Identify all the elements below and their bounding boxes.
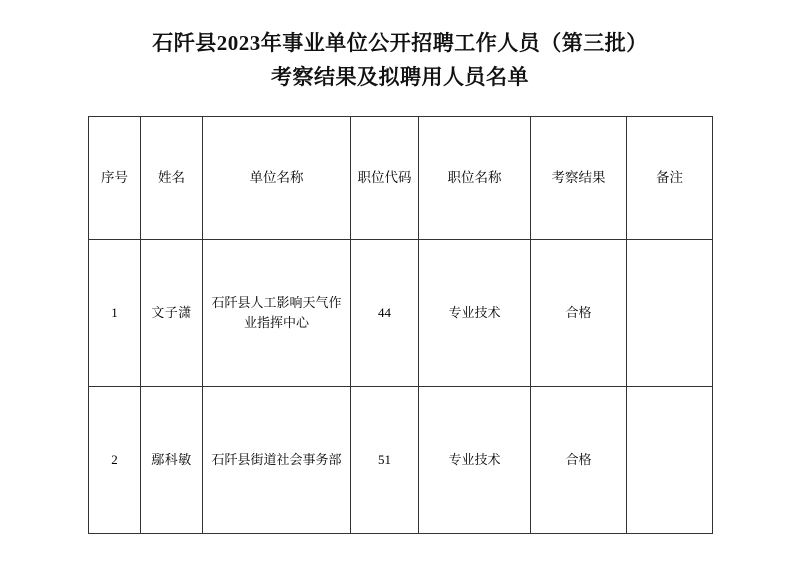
page-title — [0, 0, 800, 94]
listing-table-wrapper — [88, 116, 712, 534]
listing-table — [88, 116, 713, 534]
cell-unit: 石阡县街道社会事务部 — [203, 387, 351, 534]
column-header-unit: 单位名称 — [203, 117, 351, 240]
cell-position: 专业技术 — [419, 240, 531, 387]
cell-code: 44 — [351, 240, 419, 387]
column-header-result: 考察结果 — [531, 117, 627, 240]
cell-name: 文子潇 — [141, 240, 203, 387]
cell-no: 1 — [89, 240, 141, 387]
cell-note — [627, 387, 713, 534]
cell-result: 合格 — [531, 240, 627, 387]
cell-result: 合格 — [531, 387, 627, 534]
cell-no: 2 — [89, 387, 141, 534]
table-row — [89, 240, 713, 387]
column-header-name: 姓名 — [141, 117, 203, 240]
page-title-line-1: 石阡县2023年事业单位公开招聘工作人员（第三批） — [152, 31, 648, 55]
column-header-code: 职位代码 — [351, 117, 419, 240]
column-header-no: 序号 — [89, 117, 141, 240]
table-header-row — [89, 117, 713, 240]
cell-code: 51 — [351, 387, 419, 534]
column-header-note: 备注 — [627, 117, 713, 240]
cell-name: 鄢科敏 — [141, 387, 203, 534]
page-title-line-2: 考察结果及拟聘用人员名单 — [271, 65, 529, 89]
cell-note — [627, 240, 713, 387]
cell-position: 专业技术 — [419, 387, 531, 534]
column-header-position: 职位名称 — [419, 117, 531, 240]
cell-unit: 石阡县人工影响天气作业指挥中心 — [203, 240, 351, 387]
table-row — [89, 387, 713, 534]
